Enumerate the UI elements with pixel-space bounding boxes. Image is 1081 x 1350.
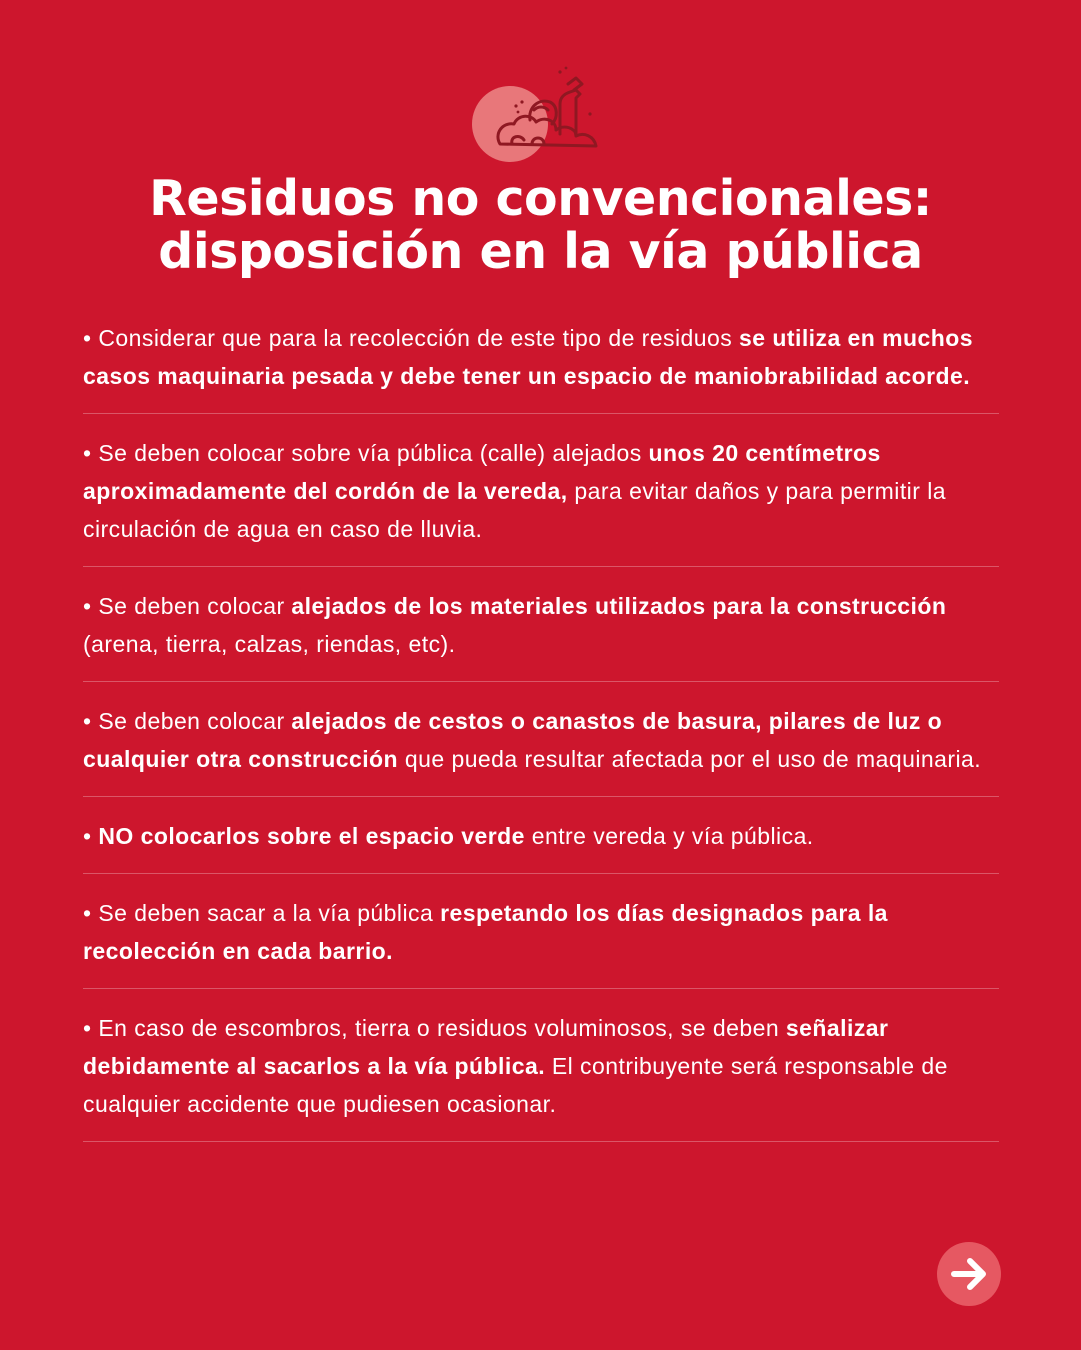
item-text-bold: respetando los días designados para la recolección en cada barrio. bbox=[83, 900, 888, 964]
item-text: • Se deben sacar a la vía pública bbox=[83, 900, 441, 926]
list-item bbox=[83, 700, 999, 797]
item-text-bold: se utiliza en muchos casos maquinaria pesada y debe tener un espacio de maniobrabilidad acorde. bbox=[83, 325, 973, 389]
arrow-right-icon bbox=[948, 1253, 990, 1295]
item-text: • Se deben colocar sobre vía pública (calle) alejados bbox=[83, 440, 649, 466]
item-text-bold: alejados de cestos o canastos de basura, pilares de luz o cualquier otra construcción bbox=[83, 708, 943, 772]
item-text: • Considerar que para la recolección de este tipo de residuos bbox=[83, 325, 740, 351]
item-text-bold: señalizar debidamente al sacarlos a la vía pública. bbox=[83, 1015, 889, 1079]
list-item bbox=[83, 317, 999, 414]
list-item bbox=[83, 815, 999, 874]
title-line-1: Residuos no convencionales: bbox=[149, 170, 932, 227]
item-text-bold: alejados de los materiales utilizados para la construcción bbox=[291, 593, 947, 619]
item-text: para evitar daños y para permitir la circulación de agua en caso de lluvia. bbox=[83, 478, 946, 542]
list-item bbox=[83, 432, 999, 567]
item-text: • Se deben colocar bbox=[83, 708, 292, 734]
item-text: que pueda resultar afectada por el uso de maquinaria. bbox=[398, 746, 982, 772]
next-button[interactable] bbox=[937, 1242, 1001, 1306]
list-item bbox=[83, 585, 999, 682]
item-text-bold: NO colocarlos sobre el espacio verde bbox=[98, 823, 525, 849]
item-text: entre vereda y vía pública. bbox=[524, 823, 814, 849]
item-text: El contribuyente será responsable de cualquier accidente que pudiesen ocasionar. bbox=[83, 1053, 948, 1117]
item-text: • Se deben colocar bbox=[83, 593, 292, 619]
guidelines-list bbox=[83, 317, 999, 1160]
page-title bbox=[0, 172, 1081, 278]
list-item bbox=[83, 1007, 999, 1142]
item-text: • En caso de escombros, tierra o residuos voluminosos, se deben bbox=[83, 1015, 786, 1041]
list-item bbox=[83, 892, 999, 989]
waste-pile-icon bbox=[472, 64, 612, 164]
title-line-2: disposición en la vía pública bbox=[158, 223, 923, 280]
item-text: • bbox=[83, 823, 99, 849]
item-text: (arena, tierra, calzas, riendas, etc). bbox=[83, 631, 456, 657]
item-text-bold: unos 20 centímetros aproximadamente del cordón de la vereda, bbox=[83, 440, 881, 504]
